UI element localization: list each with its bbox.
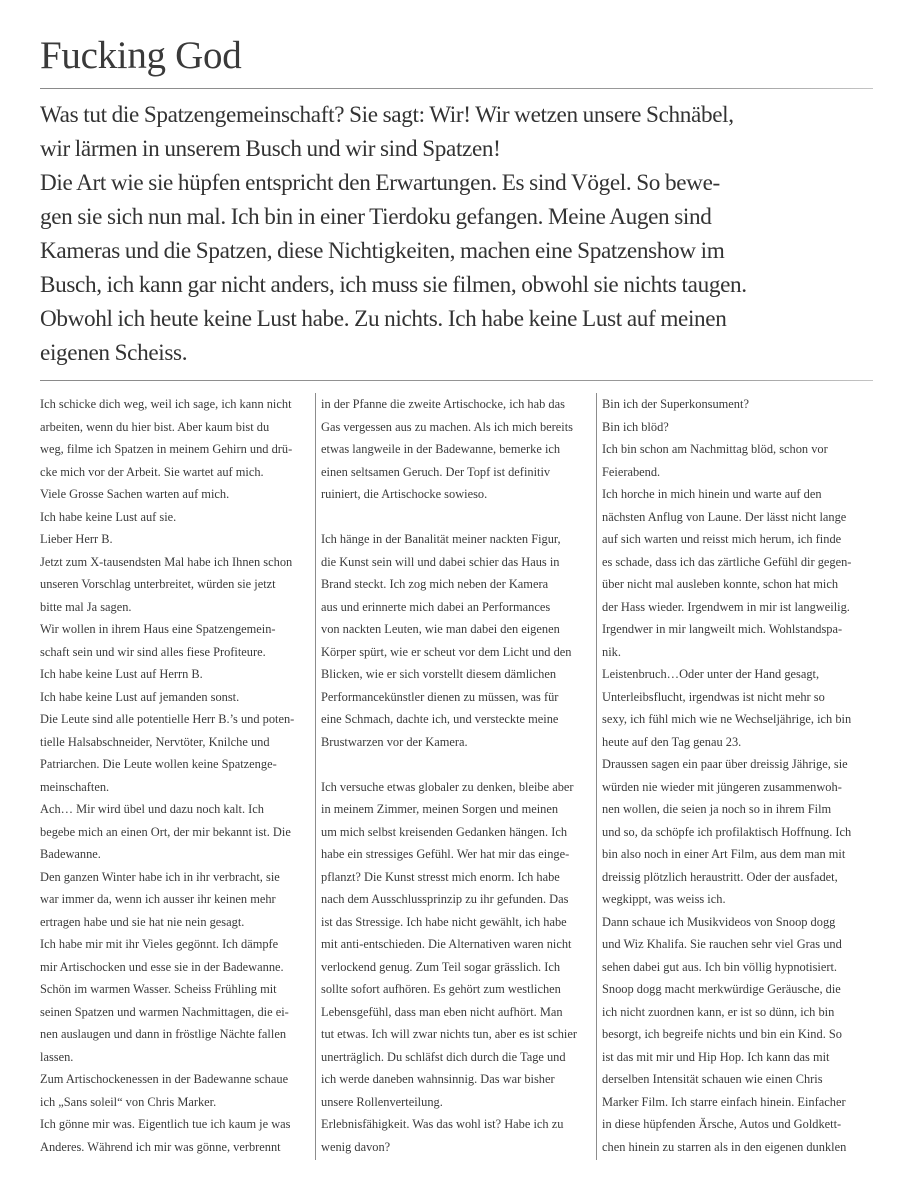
intro-divider: [40, 380, 873, 381]
column-line: ist das mit mir und Hip Hop. Ich kann das mit: [602, 1049, 830, 1064]
column-line: tielle Halsabschneider, Nervtöter, Knilche und: [40, 734, 270, 749]
column-line: meinschaften.: [40, 779, 110, 794]
column-divider: [315, 393, 316, 1160]
column-line: Ich versuche etwas globaler zu denken, bleibe aber: [321, 779, 574, 794]
column-line: Zum Artischockenessen in der Badewanne schaue: [40, 1072, 289, 1086]
column-line: auf sich warten und reisst mich herum, ich finde: [602, 532, 842, 546]
column-line: nächsten Anflug von Laune. Der lässt nicht lange: [602, 509, 847, 524]
column-line: nen auslaugen und dann in fröstlige Nächte fallen: [40, 1027, 287, 1041]
column-line: Blicken, wie er sich vorstellt diesem dämlichen: [321, 667, 557, 681]
column-3: [602, 393, 874, 1160]
column-line: etwas langweile in der Badewanne, bemerke ich: [321, 442, 561, 456]
column-line: Wir wollen in ihrem Haus eine Spatzengemein-: [40, 622, 276, 636]
column-line: Körper spürt, wie er scheut vor dem Licht und den: [321, 644, 572, 659]
column-line: ruiniert, die Artischocke sowieso.: [321, 487, 488, 501]
column-line: sexy, ich fühl mich wie ne Wechseljährige, ich bin: [602, 712, 852, 726]
column-line: mir Artischocken und esse sie in der Badewanne.: [40, 959, 284, 974]
column-line: Draussen sagen ein paar über dreissig Jährige, sie: [602, 757, 848, 771]
column-line: schaft sein und wir sind alles fiese Profiteure.: [40, 644, 266, 659]
column-line: Die Leute sind alle potentielle Herr B.’s und poten-: [40, 712, 295, 726]
column-line: unsere Rollenverteilung.: [321, 1094, 443, 1109]
column-line: Ich habe mir mit ihr Vieles gegönnt. Ich dämpfe: [40, 937, 279, 951]
column-line: arbeiten, wenn du hier bist. Aber kaum bist du: [40, 419, 270, 434]
text-columns: [40, 393, 873, 1160]
column-line: cke mich vor der Arbeit. Sie wartet auf mich.: [40, 464, 264, 479]
column-line: nen wollen, die seien ja noch so in ihrem Film: [602, 802, 832, 816]
column-line: unerträglich. Du schläfst dich durch die Tage und: [321, 1049, 566, 1064]
column-line: Erlebnisfähigkeit. Was das wohl ist? Habe ich zu: [321, 1117, 564, 1131]
intro-line: wir lärmen in unserem Busch und wir sind Spatzen!: [40, 136, 501, 162]
column-line: chen hinein zu starren als in den eigenen dunklen: [602, 1139, 847, 1154]
column-line: und so, da schöpfe ich profilaktisch Hoffnung. Ich: [602, 824, 852, 839]
column-line: Bin ich der Superkonsument?: [602, 397, 749, 411]
column-line: die Kunst sein will und dabei schier das Haus in: [321, 554, 560, 569]
column-line: Schön im warmen Wasser. Scheiss Frühling mit: [40, 982, 277, 996]
paragraph-gap: [321, 753, 593, 776]
column-line: Bin ich blöd?: [602, 419, 669, 434]
intro-paragraph: [40, 98, 880, 370]
column-line: Feierabend.: [602, 464, 661, 479]
intro-line: eigenen Scheiss.: [40, 340, 188, 366]
column-line: ertragen habe und sie hat nie nein gesagt.: [40, 914, 245, 929]
column-line: Brand steckt. Ich zog mich neben der Kamera: [321, 577, 549, 591]
column-line: tut etwas. Ich will zwar nichts tun, aber es ist schier: [321, 1027, 577, 1041]
column-line: in der Pfanne die zweite Artischocke, ich hab das: [321, 397, 565, 411]
intro-line: gen sie sich nun mal. Ich bin in einer Tierdoku gefangen. Meine Augen sind: [40, 204, 712, 230]
column-line: in meinem Zimmer, meinen Sorgen und meinen: [321, 802, 559, 816]
column-line: Irgendwer in mir langweilt mich. Wohlstandspa-: [602, 622, 843, 636]
intro-line: Busch, ich kann gar nicht anders, ich muss sie filmen, obwohl sie nichts taugen.: [40, 272, 747, 298]
column-line: ich „Sans soleil“ von Chris Marker.: [40, 1094, 217, 1109]
title-divider: [40, 88, 873, 89]
column-line: weg, filme ich Spatzen in meinem Gehirn und drü-: [40, 442, 293, 456]
column-line: derselben Intensität schauen wie einen Chris: [602, 1072, 823, 1086]
column-line: Ich habe keine Lust auf sie.: [40, 509, 177, 524]
column-line: lassen.: [40, 1049, 74, 1064]
column-line: aus und erinnerte mich dabei an Performances: [321, 599, 551, 614]
column-line: heute auf den Tag genau 23.: [602, 734, 742, 749]
intro-line: Obwohl ich heute keine Lust habe. Zu nichts. Ich habe keine Lust auf meinen: [40, 306, 727, 332]
column-line: Ich schicke dich weg, weil ich sage, ich kann nicht: [40, 397, 292, 411]
document-title: Fucking God: [40, 34, 242, 77]
column-line: um mich selbst kreisenden Gedanken hängen. Ich: [321, 824, 568, 839]
paragraph-gap: [321, 506, 593, 529]
column-line: besorgt, ich begreife nichts und bin ein Kind. So: [602, 1027, 842, 1041]
column-line: Badewanne.: [40, 847, 101, 861]
column-line: Ich gönne mir was. Eigentlich tue ich kaum je was: [40, 1117, 291, 1131]
column-line: bitte mal Ja sagen.: [40, 599, 132, 614]
column-line: würden nie wieder mit jüngeren zusammenwoh-: [602, 779, 842, 794]
column-line: sehen dabei gut aus. Ich bin völlig hypnotisiert.: [602, 959, 838, 974]
column-line: wenig davon?: [321, 1139, 391, 1154]
column-line: Lebensgefühl, dass man eben nicht aufhört. Man: [321, 1004, 563, 1019]
column-line: Ach… Mir wird übel und dazu noch kalt. Ich: [40, 802, 265, 816]
column-line: Gas vergessen aus zu machen. Als ich mich bereits: [321, 419, 573, 434]
column-line: ich werde daneben wahnsinnig. Das war bisher: [321, 1072, 555, 1086]
column-line: Viele Grosse Sachen warten auf mich.: [40, 487, 230, 501]
column-line: eine Schmach, dachte ich, und versteckte meine: [321, 712, 559, 726]
column-line: Ich habe keine Lust auf Herrn B.: [40, 667, 203, 681]
column-line: Dann schaue ich Musikvideos von Snoop dogg: [602, 914, 836, 929]
column-line: Leistenbruch…Oder unter der Hand gesagt,: [602, 667, 820, 681]
column-line: pflanzt? Die Kunst stresst mich enorm. Ich habe: [321, 869, 560, 884]
column-line: dreissig plötzlich heraustritt. Oder der ausfadet,: [602, 869, 838, 884]
column-line: Ich habe keine Lust auf jemanden sonst.: [40, 689, 240, 704]
column-line: sollte sofort aufhören. Es gehört zum westlichen: [321, 982, 561, 996]
column-line: Patriarchen. Die Leute wollen keine Spatzenge-: [40, 757, 277, 771]
column-line: wegkippt, was weiss ich.: [602, 892, 726, 906]
intro-line: Die Art wie sie hüpfen entspricht den Erwartungen. Es sind Vögel. So bewe-: [40, 170, 720, 196]
column-line: und Wiz Khalifa. Sie rauchen sehr viel Gras und: [602, 937, 842, 951]
column-divider: [596, 393, 597, 1160]
column-line: verlockend genug. Zum Teil sogar grässlich. Ich: [321, 959, 561, 974]
column-line: Marker Film. Ich starre einfach hinein. Einfacher: [602, 1094, 846, 1109]
column-line: habe ein stressiges Gefühl. Wer hat mir das einge-: [321, 847, 570, 861]
column-line: Unterleibsflucht, irgendwas ist nicht mehr so: [602, 689, 825, 704]
column-line: ist das Stressige. Ich habe nicht gewählt, ich habe: [321, 914, 567, 929]
intro-line: Kameras und die Spatzen, diese Nichtigkeiten, machen eine Spatzenshow im: [40, 238, 725, 264]
column-line: über nicht mal ausleben konnte, schon hat mich: [602, 577, 839, 591]
column-line: Brustwarzen vor der Kamera.: [321, 734, 468, 749]
column-line: Ich horche in mich hinein und warte auf den: [602, 487, 822, 501]
column-line: Anderes. Während ich mir was gönne, verbrennt: [40, 1139, 281, 1154]
column-line: nik.: [602, 644, 621, 659]
column-line: unseren Vorschlag unterbreitet, würden sie jetzt: [40, 577, 276, 591]
column-line: Den ganzen Winter habe ich in ihr verbracht, sie: [40, 869, 280, 884]
column-line: Snoop dogg macht merkwürdige Geräusche, die: [602, 982, 841, 996]
column-line: Lieber Herr B.: [40, 532, 113, 546]
column-line: der Hass wieder. Irgendwem in mir ist langweilig.: [602, 599, 850, 614]
column-line: es schade, dass ich das zärtliche Gefühl dir gegen-: [602, 554, 852, 569]
column-line: bin also noch in einer Art Film, aus dem man mit: [602, 847, 846, 861]
column-line: einen seltsamen Geruch. Der Topf ist definitiv: [321, 464, 551, 479]
column-line: Ich hänge in der Banalität meiner nackten Figur,: [321, 532, 561, 546]
column-line: Ich bin schon am Nachmittag blöd, schon vor: [602, 442, 828, 456]
intro-line: Was tut die Spatzengemeinschaft? Sie sagt: Wir! Wir wetzen unsere Schnäbel,: [40, 102, 734, 128]
column-line: von nackten Leuten, wie man dabei den eigenen: [321, 622, 560, 636]
column-line: Jetzt zum X-tausendsten Mal habe ich Ihnen schon: [40, 554, 293, 569]
column-2: [321, 393, 593, 1160]
column-line: begebe mich an einen Ort, der mir bekannt ist. Die: [40, 824, 291, 839]
column-line: seinen Spatzen und warmen Nachmittagen, die ei-: [40, 1004, 289, 1019]
column-line: nach dem Ausschlussprinzip zu ihr gefunden. Das: [321, 892, 569, 906]
column-line: in diese hüpfenden Ärsche, Autos und Goldkett-: [602, 1117, 842, 1131]
column-line: war immer da, wenn ich ausser ihr keinen mehr: [40, 892, 276, 906]
column-line: Performancekünstler dienen zu müssen, was für: [321, 689, 559, 704]
column-1: [40, 393, 312, 1160]
column-line: mit anti-entschieden. Die Alternativen waren nicht: [321, 937, 572, 951]
column-line: ich nicht zuordnen kann, er ist so dünn, ich bin: [602, 1004, 835, 1019]
